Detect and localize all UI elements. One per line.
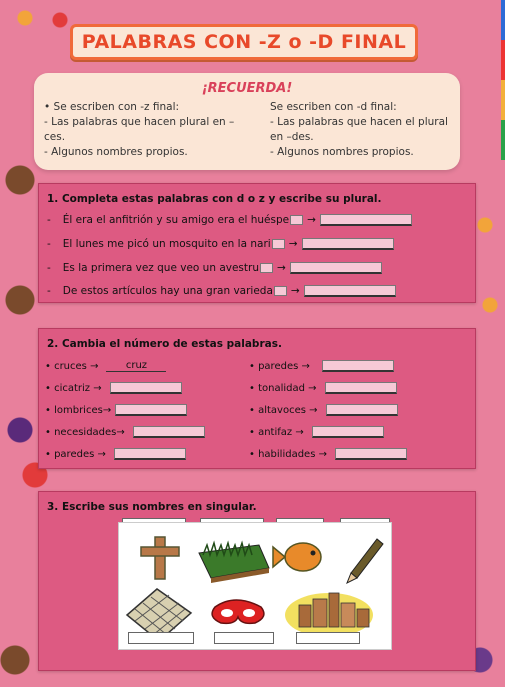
remember-left-line: - Algunos nombres propios.: [44, 146, 188, 158]
remember-right-line: - Las palabras que hacen el plural: [270, 116, 448, 128]
side-strip: [501, 0, 505, 687]
answer-field[interactable]: [110, 382, 182, 394]
letter-box[interactable]: [290, 215, 303, 225]
sentence: Es la primera vez que veo un avestru: [62, 262, 259, 274]
exercise-1: [38, 183, 476, 303]
exercise-1-line: [47, 285, 396, 297]
letter-box[interactable]: [272, 239, 285, 249]
plural-answer-field[interactable]: [304, 285, 396, 297]
word-label: • paredes →: [249, 360, 310, 372]
word-item: [249, 382, 397, 394]
word-item: [249, 426, 384, 438]
grass-image: [199, 543, 269, 583]
exercise-2-title: 2. Cambia el número de estas palabras.: [47, 338, 282, 350]
arrow-icon: →: [290, 285, 300, 297]
word-item: [45, 360, 166, 372]
singular-answer-field[interactable]: [214, 632, 274, 644]
remember-left-line: - Las palabras que hacen plural en –ces.: [44, 116, 235, 143]
remember-heading: ¡RECUERDA!: [201, 81, 293, 96]
page-title: PALABRAS CON -Z o -D FINAL: [81, 31, 407, 53]
word-label: • antifaz →: [249, 426, 304, 438]
word-label: • lombrices→: [45, 404, 112, 416]
answer-field[interactable]: [115, 404, 187, 416]
dash: -: [47, 262, 51, 274]
answer-field[interactable]: [133, 426, 205, 438]
word-item: [249, 404, 398, 416]
word-label: • paredes →: [45, 448, 106, 460]
dash: -: [47, 214, 51, 226]
title-banner: [70, 24, 418, 60]
arrow-icon: →: [307, 214, 316, 226]
word-item: [45, 426, 205, 438]
plural-answer-field[interactable]: [302, 238, 394, 250]
word-label: • tonalidad →: [249, 382, 317, 394]
fish-image: [273, 543, 321, 571]
sentence: El lunes me picó un mosquito en la nari: [62, 238, 271, 250]
singular-answer-field[interactable]: [296, 632, 360, 644]
answer-field[interactable]: [114, 448, 186, 460]
example-answer: cruz: [106, 360, 166, 372]
pencil-image: [347, 539, 383, 583]
remember-left: [44, 100, 244, 160]
sentence: De estos artículos hay una gran varieda: [62, 285, 273, 297]
singular-answer-field[interactable]: [128, 632, 194, 644]
word-label: • cruces →: [45, 360, 99, 372]
dash: -: [47, 238, 51, 250]
answer-field[interactable]: [322, 360, 394, 372]
plural-answer-field[interactable]: [320, 214, 412, 226]
city-image: [285, 593, 373, 637]
cross-image: [141, 537, 179, 579]
letter-box[interactable]: [274, 286, 287, 296]
exercise-1-line: [47, 238, 394, 250]
word-label: • cicatriz →: [45, 382, 102, 394]
arrow-icon: →: [277, 262, 286, 274]
answer-field[interactable]: [335, 448, 407, 460]
exercise-3-title: 3. Escribe sus nombres en singular.: [47, 501, 257, 513]
answer-field[interactable]: [325, 382, 397, 394]
answer-field[interactable]: [312, 426, 384, 438]
letter-box[interactable]: [260, 263, 273, 273]
word-label: • necesidades→: [45, 426, 125, 438]
exercise-2: [38, 328, 476, 469]
remember-right: [270, 100, 450, 160]
word-label: • altavoces →: [249, 404, 318, 416]
remember-box: [34, 73, 460, 170]
remember-right-line: en –des.: [270, 131, 314, 143]
exercise-1-line: [47, 262, 382, 274]
remember-right-line: Se escriben con -d final:: [270, 101, 397, 113]
remember-right-line: - Algunos nombres propios.: [270, 146, 414, 158]
plural-answer-field[interactable]: [290, 262, 382, 274]
exercise-1-title: 1. Completa estas palabras con d o z y escribe su plural.: [47, 193, 382, 205]
remember-left-line: • Se escriben con -z final:: [44, 101, 180, 113]
word-item: [45, 404, 187, 416]
word-item: [45, 448, 186, 460]
mask-image: [212, 600, 264, 623]
dash: -: [47, 285, 51, 297]
answer-field[interactable]: [326, 404, 398, 416]
word-item: [45, 382, 182, 394]
arrow-icon: →: [288, 238, 298, 250]
word-item: [249, 360, 394, 372]
word-item: [249, 448, 407, 460]
image-panel: [118, 522, 392, 650]
sentence: Él era el anfitrión y su amigo era el huéspe: [62, 214, 290, 226]
word-label: • habilidades →: [249, 448, 327, 460]
exercise-1-line: [47, 214, 412, 226]
